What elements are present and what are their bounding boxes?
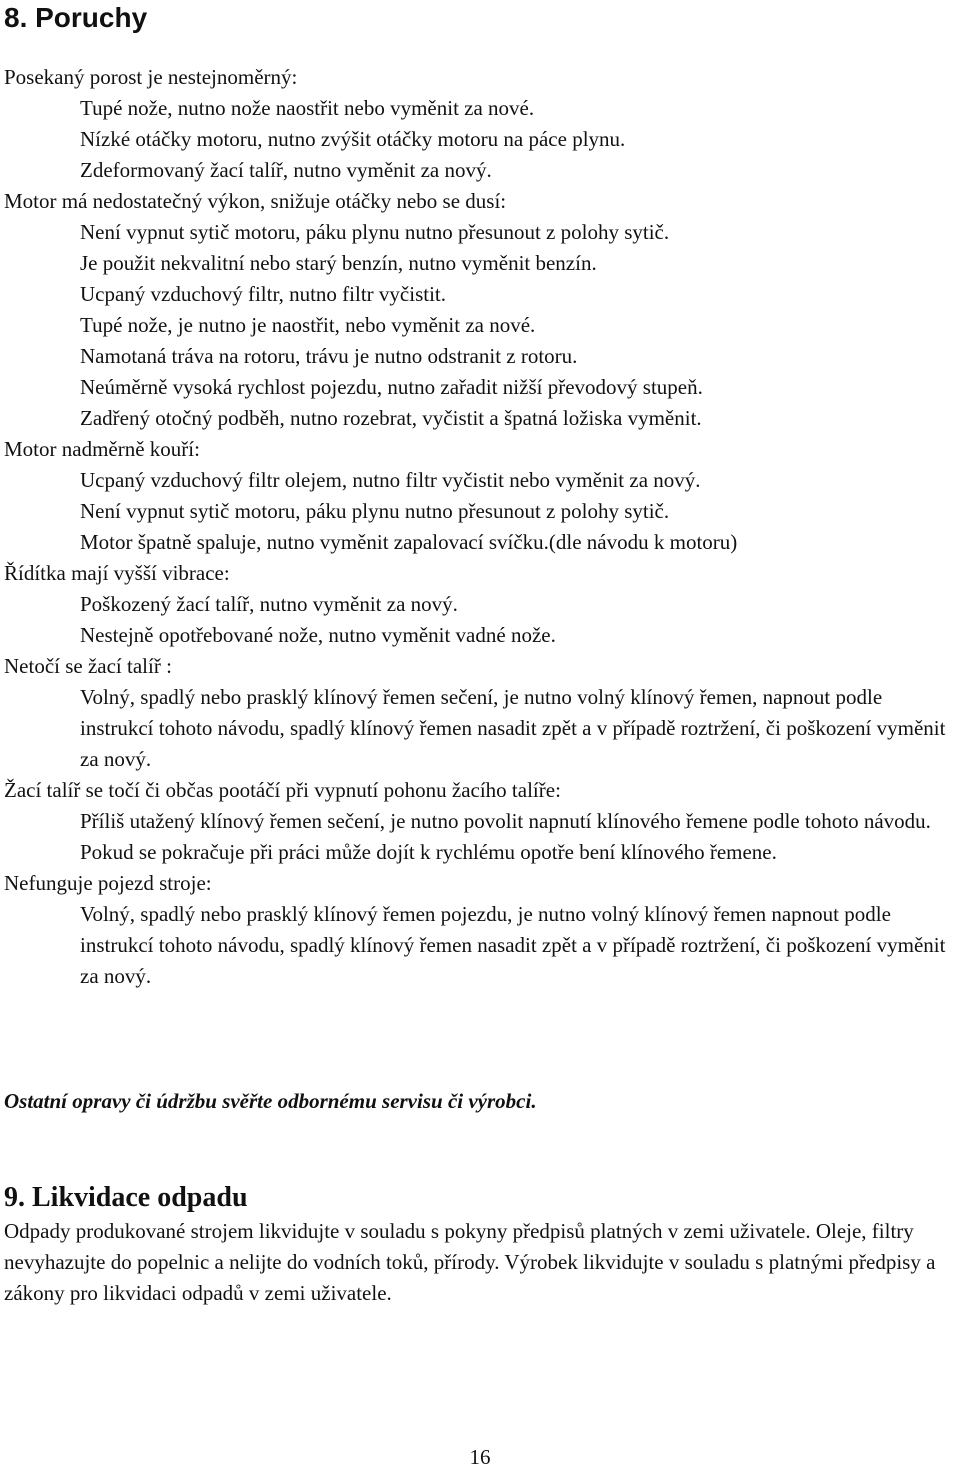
fault-title: Motor nadměrně kouří: <box>4 437 200 461</box>
fault-remedies <box>4 682 960 775</box>
fault-remedy: Namotaná tráva na rotoru, trávu je nutno odstranit z rotoru. <box>80 344 578 368</box>
fault-remedy: Příliš utažený klínový řemen sečení, je nutno povolit napnutí klínového řemene podle tohoto návodu. Pokud se pokračuje při práci může dojít k rychlému opotře bení klínového řemene. <box>80 809 931 864</box>
fault-group <box>4 186 960 434</box>
fault-remedy: Ucpaný vzduchový filtr, nutno filtr vyčistit. <box>80 282 447 306</box>
fault-remedy: Motor špatně spaluje, nutno vyměnit zapalovací svíčku.(dle návodu k motoru) <box>80 530 738 554</box>
fault-remedy: Volný, spadlý nebo prasklý klínový řemen sečení, je nutno volný klínový řemen, napnout podle instrukcí tohoto návodu, spadlý klínový řemen nasadit zpět a v případě roztržení, či poškození vyměnit za nový. <box>80 685 946 771</box>
page-number: 16 <box>469 1445 491 1469</box>
fault-remedy: Neúměrně vysoká rychlost pojezdu, nutno zařadit nižší převodový stupeň. <box>80 375 703 399</box>
fault-group <box>4 558 960 651</box>
fault-title: Posekaný porost je nestejnoměrný: <box>4 65 298 89</box>
fault-remedy: Tupé nože, je nutno je naostřit, nebo vyměnit za nové. <box>80 313 536 337</box>
fault-remedies <box>4 93 960 186</box>
fault-remedy: Zadřený otočný podběh, nutno rozebrat, vyčistit a špatná ložiska vyměnit. <box>80 406 702 430</box>
fault-remedy: Poškozený žací talíř, nutno vyměnit za nový. <box>80 592 458 616</box>
section-title-poruchy: 8. Poruchy <box>4 2 148 33</box>
fault-remedy: Není vypnut sytič motoru, páku plynu nutno přesunout z polohy sytič. <box>80 220 670 244</box>
fault-remedy: Nestejně opotřebované nože, nutno vyměnit vadné nože. <box>80 623 556 647</box>
fault-title: Netočí se žací talíř : <box>4 654 172 678</box>
fault-remedy: Zdeformovaný žací talíř, nutno vyměnit za nový. <box>80 158 492 182</box>
fault-group <box>4 434 960 558</box>
fault-group <box>4 868 960 992</box>
disposal-paragraph: Odpady produkované strojem likvidujte v souladu s pokyny předpisů platných v zemi uživatele. Oleje, filtry nevyhazujte do popelnic a nelijte do vodních toků, přírody. Výrobek likvidujte v souladu s platnými předpisy a zákony pro likvidaci odpadů v zemi uživatele. <box>4 1219 936 1305</box>
fault-title: Motor má nedostatečný výkon, snižuje otáčky nebo se dusí: <box>4 189 507 213</box>
fault-title: Řídítka mají vyšší vibrace: <box>4 561 230 585</box>
section-title-likvidace: 9. Likvidace odpadu <box>4 1182 248 1213</box>
fault-title: Nefunguje pojezd stroje: <box>4 871 212 895</box>
fault-remedies <box>4 806 960 868</box>
fault-remedies <box>4 589 960 651</box>
fault-remedy: Není vypnut sytič motoru, páku plynu nutno přesunout z polohy sytič. <box>80 499 670 523</box>
fault-title: Žací talíř se točí či občas pootáčí při vypnutí pohonu žacího talíře: <box>4 778 561 802</box>
fault-remedy: Volný, spadlý nebo prasklý klínový řemen pojezdu, je nutno volný klínový řemen napnout podle instrukcí tohoto návodu, spadlý klínový řemen nasadit zpět a v případě roztržení, či poškození vyměnit za nový. <box>80 902 946 988</box>
fault-group <box>4 775 960 868</box>
fault-remedy: Nízké otáčky motoru, nutno zvýšit otáčky motoru na páce plynu. <box>80 127 626 151</box>
fault-remedy: Tupé nože, nutno nože naostřit nebo vyměnit za nové. <box>80 96 535 120</box>
fault-remedy: Je použit nekvalitní nebo starý benzín, nutno vyměnit benzín. <box>80 251 597 275</box>
fault-group <box>4 651 960 775</box>
fault-remedies <box>4 465 960 558</box>
fault-remedies <box>4 217 960 434</box>
fault-remedy: Ucpaný vzduchový filtr olejem, nutno filtr vyčistit nebo vyměnit za nový. <box>80 468 701 492</box>
fault-remedies <box>4 899 960 992</box>
service-note: Ostatní opravy či údržbu svěřte odbornému servisu či výrobci. <box>4 1089 537 1113</box>
fault-group <box>4 62 960 186</box>
fault-list <box>4 62 960 992</box>
